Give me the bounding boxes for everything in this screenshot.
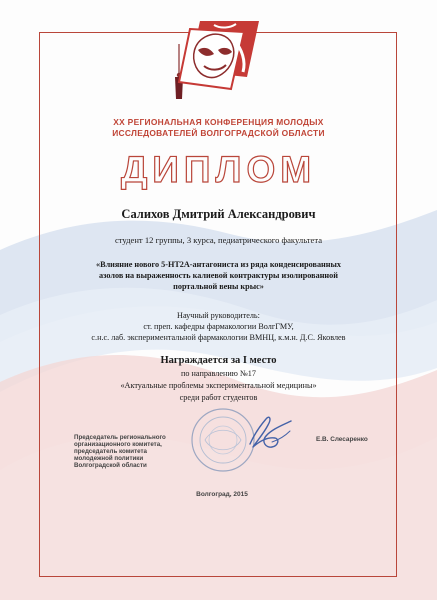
place-year: Волгоград, 2015 <box>196 491 248 498</box>
conference-line-2: ИССЛЕДОВАТЕЛЕЙ ВОЛГОГРАДСКОЙ ОБЛАСТИ <box>112 128 325 138</box>
chair-line-4: молодежной политики <box>74 455 144 462</box>
diploma-title: ДИПЛОМ <box>120 149 317 190</box>
advisor-line-1: ст. преп. кафедры фармакологии ВолгГМУ, <box>143 322 294 331</box>
award-title: Награждается за I место <box>160 355 277 366</box>
student-info: студент 12 группы, 3 курса, педиатрического факультета <box>114 235 323 245</box>
theatre-masks-logo <box>176 19 262 93</box>
chair-title <box>74 434 202 469</box>
chair-line-3: председатель комитета <box>74 448 147 455</box>
research-title-line-2: азолов на выраженность калиевой контрактуры изолированной <box>99 271 338 280</box>
category-text: среди работ студентов <box>179 393 258 402</box>
signature <box>244 413 296 451</box>
chair-line-5: Волгоградской области <box>74 462 147 469</box>
recipient-name: Салихов Дмитрий Александрович <box>121 207 316 221</box>
chair-line-1: Председатель регионального <box>74 434 166 441</box>
conference-line-1: XX РЕГИОНАЛЬНАЯ КОНФЕРЕНЦИЯ МОЛОДЫХ <box>113 117 324 127</box>
advisor-line-2: с.н.с. лаб. экспериментальной фармакологии ВМНЦ, к.м.н. Д.С. Яковлев <box>91 333 346 342</box>
research-title-line-3: портальной вены крыс» <box>173 282 264 291</box>
research-title-line-1: «Влияние нового 5-НТ2А-антагониста из ряда конденсированных <box>96 260 341 269</box>
direction-number: по направлению №17 <box>181 369 256 378</box>
direction-name: «Актуальные проблемы экспериментальной медицины» <box>120 381 317 390</box>
signer-name: Е.В. Слесаренко <box>316 436 368 443</box>
chair-line-2: организационного комитета, <box>74 441 162 448</box>
advisor-label: Научный руководитель: <box>177 311 260 320</box>
